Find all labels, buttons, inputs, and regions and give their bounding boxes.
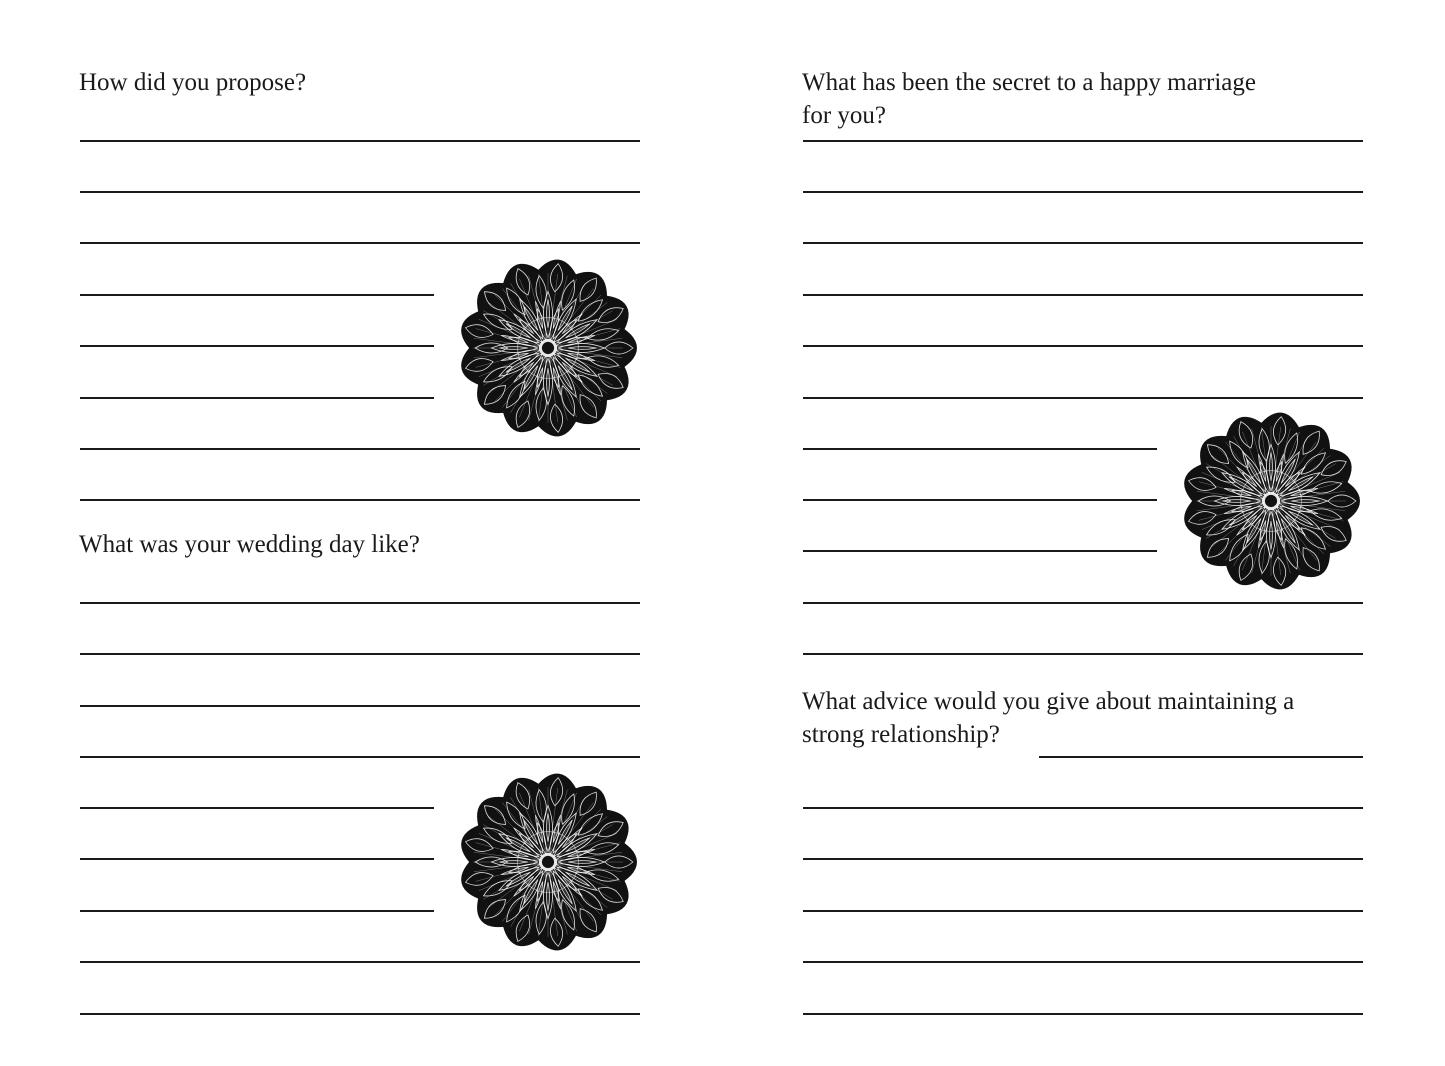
- answer-line[interactable]: [80, 858, 434, 860]
- mandala-icon: [1180, 410, 1362, 592]
- answer-line[interactable]: [80, 140, 640, 142]
- answer-line[interactable]: [80, 242, 640, 244]
- answer-line[interactable]: [80, 191, 640, 193]
- answer-line[interactable]: [80, 448, 640, 450]
- mandala-icon: [457, 771, 639, 953]
- answer-line[interactable]: [80, 397, 434, 399]
- answer-line[interactable]: [803, 550, 1157, 552]
- left-page: [0, 0, 722, 1066]
- answer-line[interactable]: [80, 910, 434, 912]
- answer-line[interactable]: [803, 191, 1363, 193]
- question-relationship-advice: [802, 685, 1294, 751]
- question-line: for you?: [802, 102, 886, 129]
- mandala-icon: [457, 257, 639, 439]
- answer-line[interactable]: [803, 910, 1363, 912]
- answer-line[interactable]: [80, 961, 640, 963]
- answer-line[interactable]: [80, 602, 640, 604]
- right-page: [723, 0, 1445, 1066]
- question-line: What advice would you give about maintaining a: [802, 688, 1295, 715]
- question-wedding-day: What was your wedding day like?: [79, 531, 420, 558]
- answer-line[interactable]: [80, 653, 640, 655]
- answer-line[interactable]: [803, 294, 1363, 296]
- answer-line[interactable]: [803, 140, 1363, 142]
- answer-line[interactable]: [803, 858, 1363, 860]
- question-propose: How did you propose?: [79, 69, 307, 96]
- answer-line[interactable]: [803, 499, 1157, 501]
- answer-line[interactable]: [80, 705, 640, 707]
- answer-line[interactable]: [80, 345, 434, 347]
- answer-line[interactable]: [80, 294, 434, 296]
- answer-line[interactable]: [80, 1013, 640, 1015]
- answer-line[interactable]: [803, 448, 1157, 450]
- answer-line[interactable]: [803, 807, 1363, 809]
- question-line: strong relationship?: [802, 721, 1000, 748]
- answer-line[interactable]: [80, 756, 640, 758]
- answer-line[interactable]: [803, 961, 1363, 963]
- answer-line[interactable]: [80, 499, 640, 501]
- answer-line[interactable]: [1039, 756, 1363, 758]
- answer-line[interactable]: [803, 653, 1363, 655]
- answer-line[interactable]: [803, 397, 1363, 399]
- answer-line[interactable]: [80, 807, 434, 809]
- question-secret-happy-marriage: [802, 66, 1256, 132]
- answer-line[interactable]: [803, 602, 1363, 604]
- answer-line[interactable]: [803, 1013, 1363, 1015]
- answer-line[interactable]: [803, 345, 1363, 347]
- answer-line[interactable]: [803, 242, 1363, 244]
- question-line: What has been the secret to a happy marriage: [802, 69, 1256, 96]
